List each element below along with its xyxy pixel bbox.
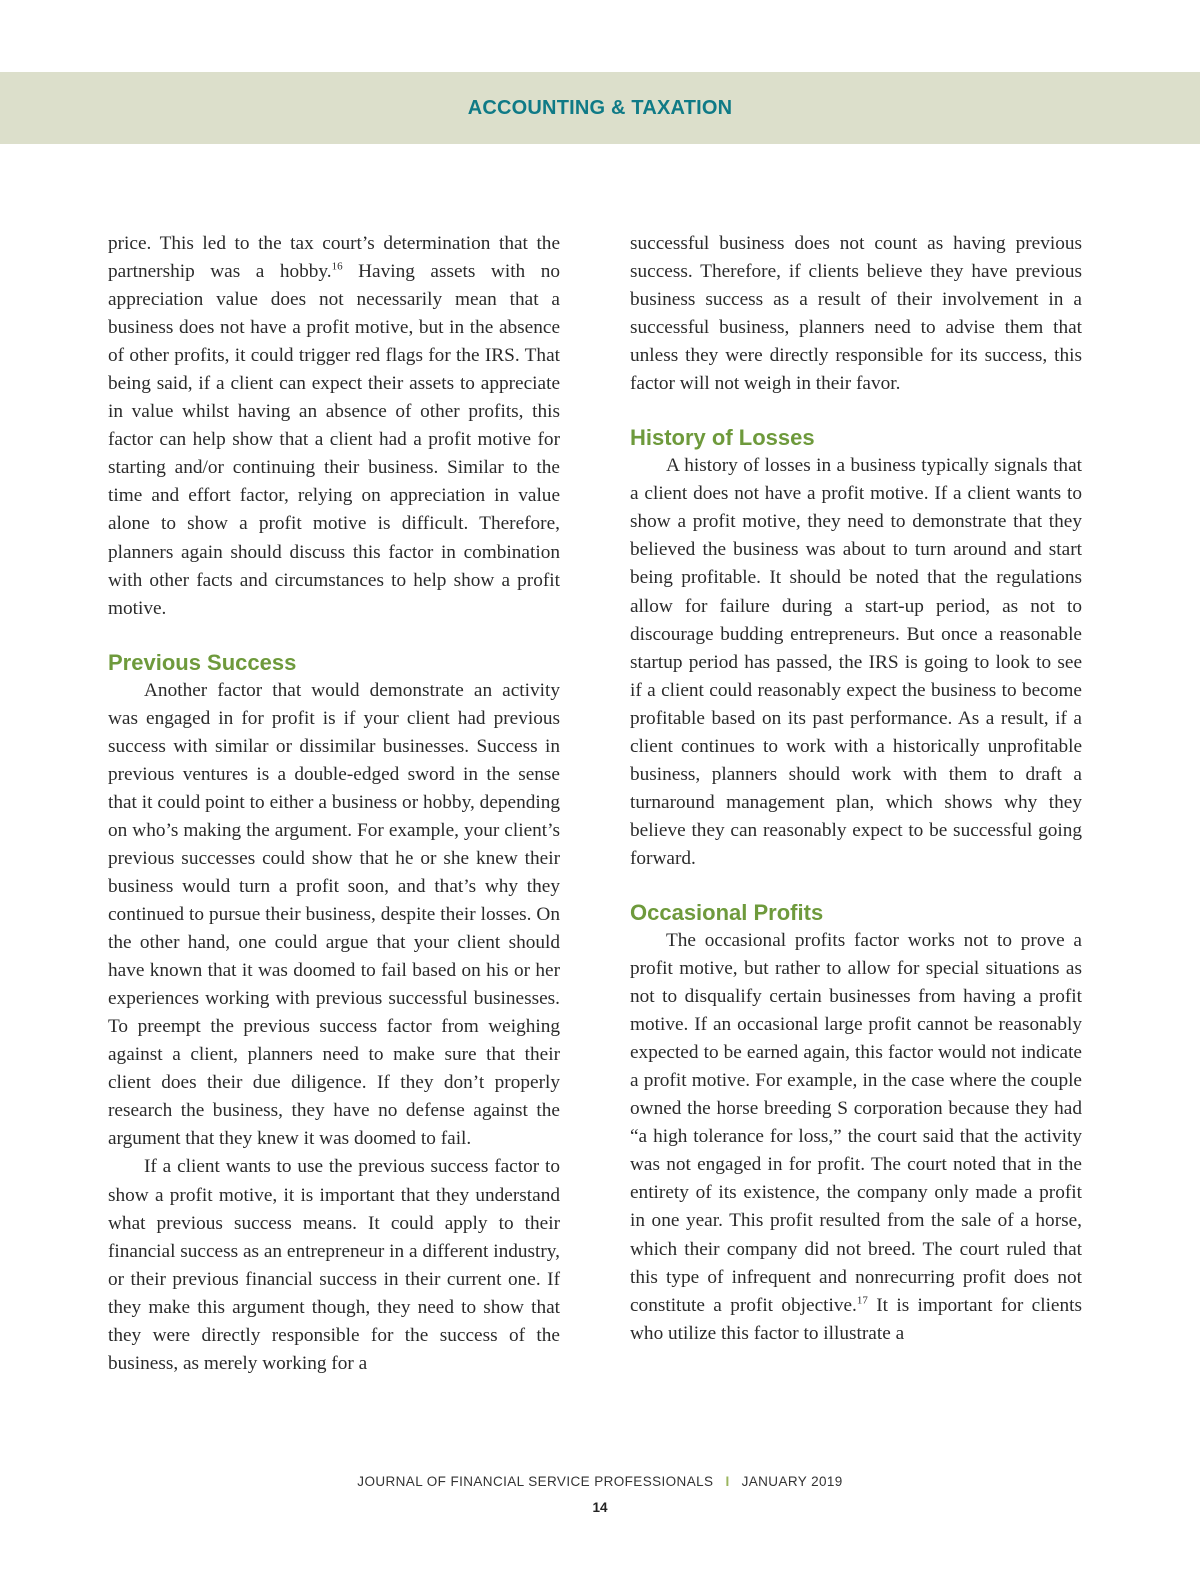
section-header-band: [0, 72, 1200, 144]
right-column: [630, 230, 1082, 1348]
paragraph-text: Having assets with no appreciation value does not necessarily mean that a business does not have a profit motive, but in the absence of other profits, it could trigger red flags for the IRS. That being said, if a client can expect their assets to appreciate in value whilst having an absence of other profits, this factor can help show that a client had a profit motive for starting and/or continuing their business. Similar to the time and effort factor, relying on appreciation in value alone to show a profit motive is difficult. Therefore, planners again should discuss this factor in combination with other facts and circumstances to help show a profit motive.: [108, 261, 560, 619]
footnote-ref: 17: [856, 1294, 868, 1307]
paragraph: [630, 927, 1082, 1348]
paragraph: Another factor that would demonstrate an activity was engaged in for profit is if your client had previous success with similar or dissimilar businesses. Success in previous ventures is a double-edged sword in the sense that it could point to either a business or hobby, depending on who’s making the argument. For example, your client’s previous successes could show that he or she knew their business would turn a profit soon, and that’s why they continued to pursue their business, despite their losses. On the other hand, one could argue that your client should have known that it was doomed to fail based on his or her experiences working with previous successful businesses. To preempt the previous success factor from weighing against a client, planners need to make sure that their client does their due diligence. If they don’t properly research the business, they have no defense against the argument that they knew it was doomed to fail.: [108, 679, 560, 1150]
paragraph-text: price. This led to the tax court’s determination that the partnership was a hobby.: [108, 233, 560, 283]
footer-separator: I: [725, 1474, 730, 1489]
page-footer: [0, 1474, 1200, 1489]
paragraph: A history of losses in a business typically signals that a client does not have a profit motive. If a client wants to show a profit motive, they need to demonstrate that they believed the business was about to turn around and start being profitable. It should be noted that the regulations allow for failure during a start-up period, as not to discourage budding entrepreneurs. But once a reasonable startup period has passed, the IRS is going to look to see if a client could reasonably expect the business to become profitable based on its past performance. As a result, if a client continues to work with a historically unprofitable business, planners should work with them to draft a turnaround management plan, which shows why they believe they can reasonably expect to be successful going forward.: [630, 455, 1082, 869]
paragraph-text: The occasional profits factor works not to prove a profit motive, but rather to allow for special situations as not to disqualify certain businesses from having a profit motive. If an occasional large profit cannot be reasonably expected to be earned again, this factor would not indicate a profit motive. For example, in the case where the couple owned the horse breeding S corporation because they had “a high tolerance for loss,” the court said that the activity was not engaged in for profit. The court noted that in the entirety of its existence, the company only made a profit in one year. This profit resulted from the sale of a horse, which their company did not breed. The court ruled that this type of infrequent and nonrecurring profit does not constitute a profit objective.: [630, 929, 1082, 1316]
issue-date: JANUARY 2019: [741, 1474, 843, 1489]
paragraph: [108, 230, 560, 623]
paragraph: If a client wants to use the previous success factor to show a profit motive, it is important that they understand what previous success means. It could apply to their financial success as an entrepreneur in a different industry, or their previous financial success in their current one. If they make this argument though, they need to show that they were directly responsible for the success of the business, as merely working for a: [108, 1156, 560, 1374]
page-number: 14: [592, 1500, 608, 1515]
paragraph: successful business does not count as having previous success. Therefore, if clients believe they have previous business success as a result of their involvement in a successful business, planners need to advise them that unless they were directly responsible for its success, this factor will not weigh in their favor.: [630, 233, 1082, 395]
journal-name: JOURNAL OF FINANCIAL SERVICE PROFESSIONALS: [357, 1474, 714, 1489]
section-heading-occasional-profits: Occasional Profits: [630, 899, 824, 925]
section-title: ACCOUNTING & TAXATION: [467, 96, 733, 119]
left-column: [108, 230, 560, 1378]
footnote-ref: 16: [331, 260, 343, 273]
section-heading-previous-success: Previous Success: [108, 649, 297, 675]
paragraph-text: It is important for clients who utilize this factor to illustrate a: [630, 1294, 1082, 1344]
section-heading-history-of-losses: History of Losses: [630, 425, 815, 451]
